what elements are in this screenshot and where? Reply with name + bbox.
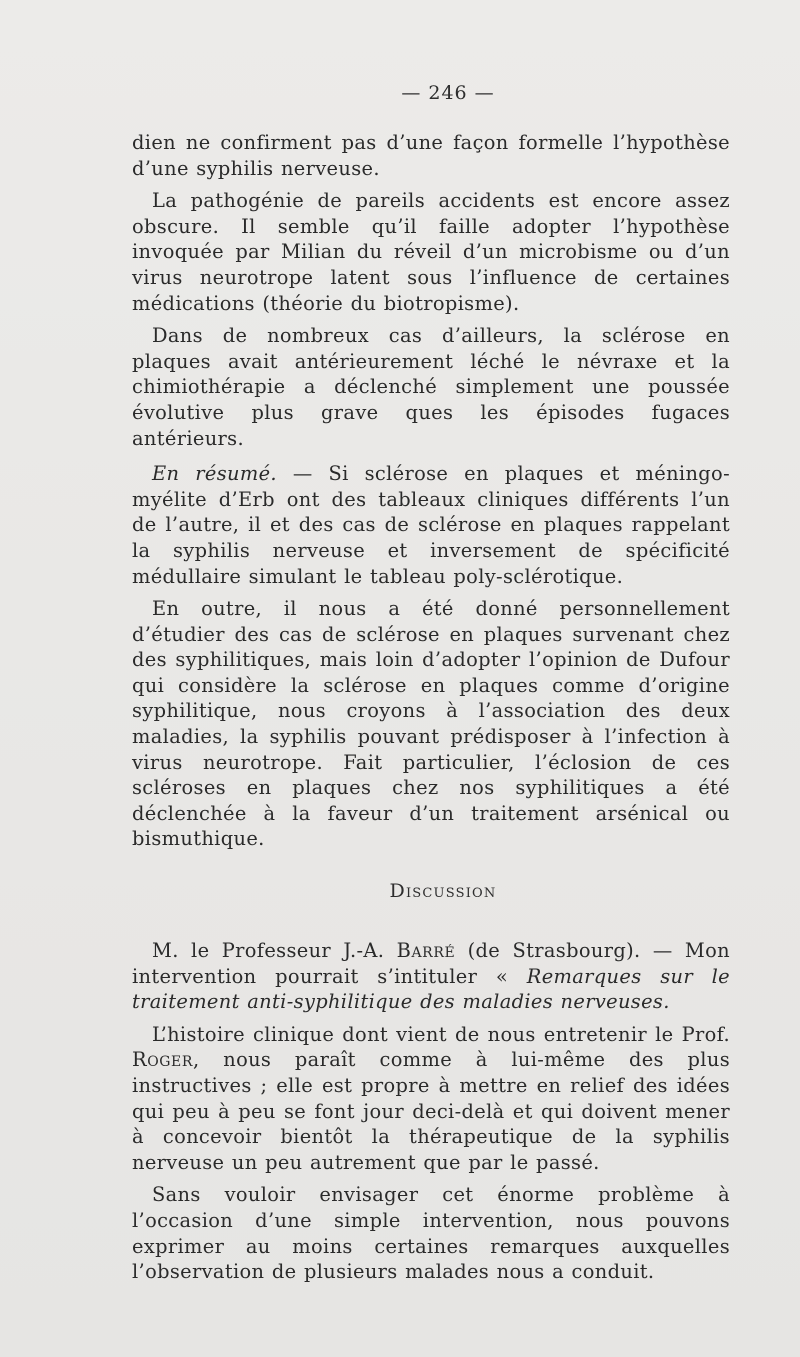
paragraph-resume: [132, 461, 730, 589]
histoire-b: , nous paraît comme à lui-même des plus instructives ; elle est propre à mettre en relief des idées qui peu à peu se font jour deci-delà et qui doivent mener à concevoir bientôt la thérapeutique de la syphilis nerveuse un peu autrement que par le passé.: [132, 1048, 730, 1174]
paragraph-pathogenie: La pathogénie de pareils accidents est encore assez obscure. Il semble qu’il faille adopter l’hypothèse invoquée par Milian du réveil d’un microbisme ou d’un virus neurotrope latent sous l’influence de certaines médications (théorie du biotropisme).: [132, 189, 730, 315]
paragraph-barre-intro: [132, 938, 730, 1015]
resume-lead: En résumé.: [152, 462, 277, 486]
paragraph-continuation: dien ne confirment pas d’une façon formelle l’hypothèse d’une syphilis nerveuse.: [132, 131, 730, 180]
author-name-roger: Roger: [132, 1048, 194, 1072]
histoire-a: L’histoire clinique dont vient de nous entretenir le Prof.: [152, 1022, 730, 1046]
resume-text: — Si sclérose en plaques et méningo-myélite d’Erb ont des tableaux cliniques différents l’un de l’autre, il et des cas de sclérose en plaques rappelant la syphilis nerveuse et inversement de spécificité médullaire simulant le tableau poly-sclérotique.: [132, 462, 730, 588]
author-name-barre: Barré: [396, 939, 456, 963]
section-heading-discussion: Discussion: [389, 880, 497, 903]
intervention-title: Remarques sur le traitement anti-syphilitique des maladies nerveuses.: [132, 964, 730, 1014]
page-number: — 246 —: [401, 82, 495, 104]
paragraph-sans-vouloir: Sans vouloir envisager cet énorme problème à l’occasion d’une simple intervention, nous pouvons exprimer au moins certaines remarques auxquelles l’observation de plusieurs malades nous a conduit.: [132, 1183, 730, 1284]
paragraph-en-outre: En outre, il nous a été donné personnellement d’étudier des cas de sclérose en plaques survenant chez des syphilitiques, mais loin d’adopter l’opinion de Dufour qui considère la sclérose en plaques comme d’origine syphilitique, nous croyons à l’association des deux maladies, la syphilis pouvant prédisposer à l’infection à virus neurotrope. Fait particulier, l’éclosion de ces scléroses en plaques chez nos syphilitiques a été déclenchée à la faveur d’un traitement arsénical ou bismuthique.: [132, 597, 730, 851]
barre-intro-b: (de Strasbourg). — Mon intervention pourrait s’intituler «: [132, 939, 730, 988]
barre-intro-a: M. le Professeur J.-A.: [152, 939, 397, 963]
paragraph-histoire-clinique: [132, 1022, 730, 1176]
paragraph-sclerose-anterieure: Dans de nombreux cas d’ailleurs, la sclérose en plaques avait antérieurement léché le névraxe et la chimiothérapie a déclenché simplement une poussée évolutive plus grave ques les épisodes fugaces antérieurs.: [132, 324, 730, 450]
